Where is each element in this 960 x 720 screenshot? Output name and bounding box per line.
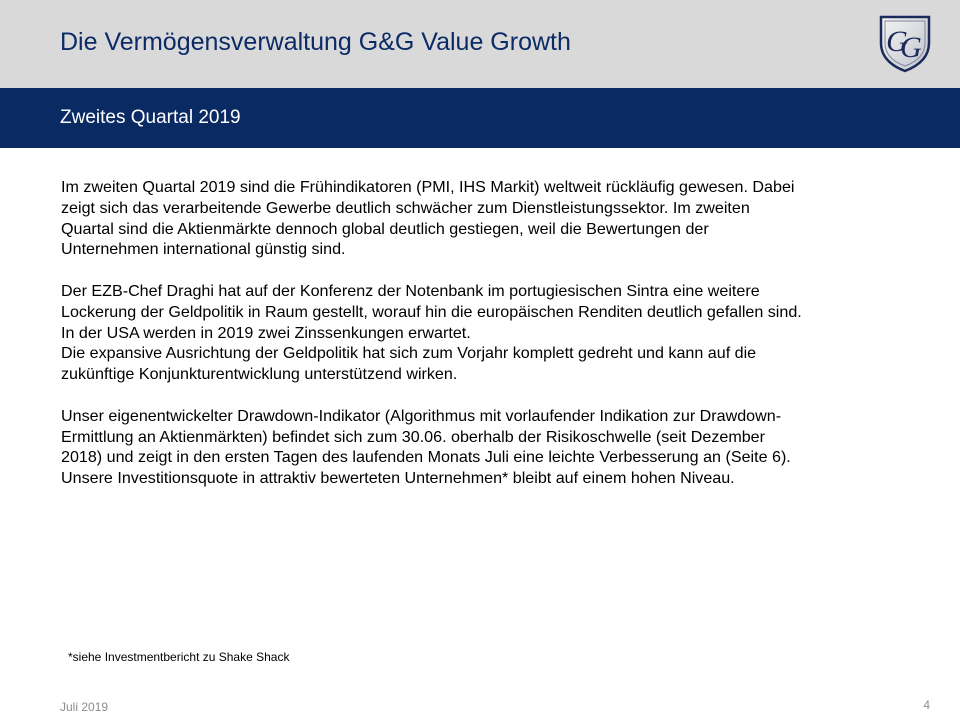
svg-text:G: G bbox=[900, 31, 922, 64]
text-line: zeigt sich das verarbeitende Gewerbe deutlich schwächer zum Dienstleistungssektor. Im zweiten bbox=[61, 198, 750, 217]
text-line: Quartal sind die Aktienmärkte dennoch global deutlich gestiegen, weil die Bewertungen der bbox=[61, 219, 709, 238]
gg-monogram-shield-icon bbox=[878, 13, 932, 73]
slide-title: Die Vermögensverwaltung G&G Value Growth bbox=[60, 28, 571, 56]
text-line: Unser eigenentwickelter Drawdown-Indikator (Algorithmus mit vorlaufender Indikation zur Drawdown- bbox=[61, 406, 782, 425]
paragraph bbox=[61, 281, 941, 385]
svg-text:G: G bbox=[886, 25, 908, 58]
text-line: Unternehmen international günstig sind. bbox=[61, 240, 346, 259]
body-text bbox=[61, 177, 941, 489]
text-line: Im zweiten Quartal 2019 sind die Frühindikatoren (PMI, IHS Markit) weltweit rückläufig gewesen. Dabei bbox=[61, 178, 795, 196]
slide-header bbox=[0, 0, 960, 88]
section-title: Zweites Quartal 2019 bbox=[60, 107, 241, 128]
footer-date: Juli 2019 bbox=[60, 700, 109, 714]
text-line: Die expansive Ausrichtung der Geldpolitik hat sich zum Vorjahr komplett gedreht und kann auf die bbox=[61, 344, 757, 363]
paragraph bbox=[61, 177, 941, 260]
text-line: In der USA werden in 2019 zwei Zinssenkungen erwartet. bbox=[61, 323, 471, 342]
text-line: Ermittlung an Aktienmärkten) befindet sich zum 30.06. oberhalb der Risikoschwelle (seit Dezember bbox=[61, 427, 765, 446]
footnote: *siehe Investmentbericht zu Shake Shack bbox=[68, 650, 290, 664]
text-line: Der EZB-Chef Draghi hat auf der Konferenz der Notenbank im portugiesischen Sintra eine weitere bbox=[61, 281, 760, 300]
section-band bbox=[0, 88, 960, 148]
text-line: zukünftige Konjunkturentwicklung unterstützend wirken. bbox=[61, 365, 458, 384]
page-number: 4 bbox=[923, 698, 930, 712]
text-line: Lockerung der Geldpolitik in Raum gestellt, worauf hin die europäischen Renditen deutlich gefallen sind. bbox=[61, 302, 802, 321]
paragraph bbox=[61, 406, 941, 489]
text-line: Unsere Investitionsquote in attraktiv bewerteten Unternehmen* bleibt auf einem hohen Niveau. bbox=[61, 469, 735, 488]
text-line: 2018) und zeigt in den ersten Tagen des laufenden Monats Juli eine leichte Verbesserung an (Seite 6). bbox=[61, 448, 791, 467]
